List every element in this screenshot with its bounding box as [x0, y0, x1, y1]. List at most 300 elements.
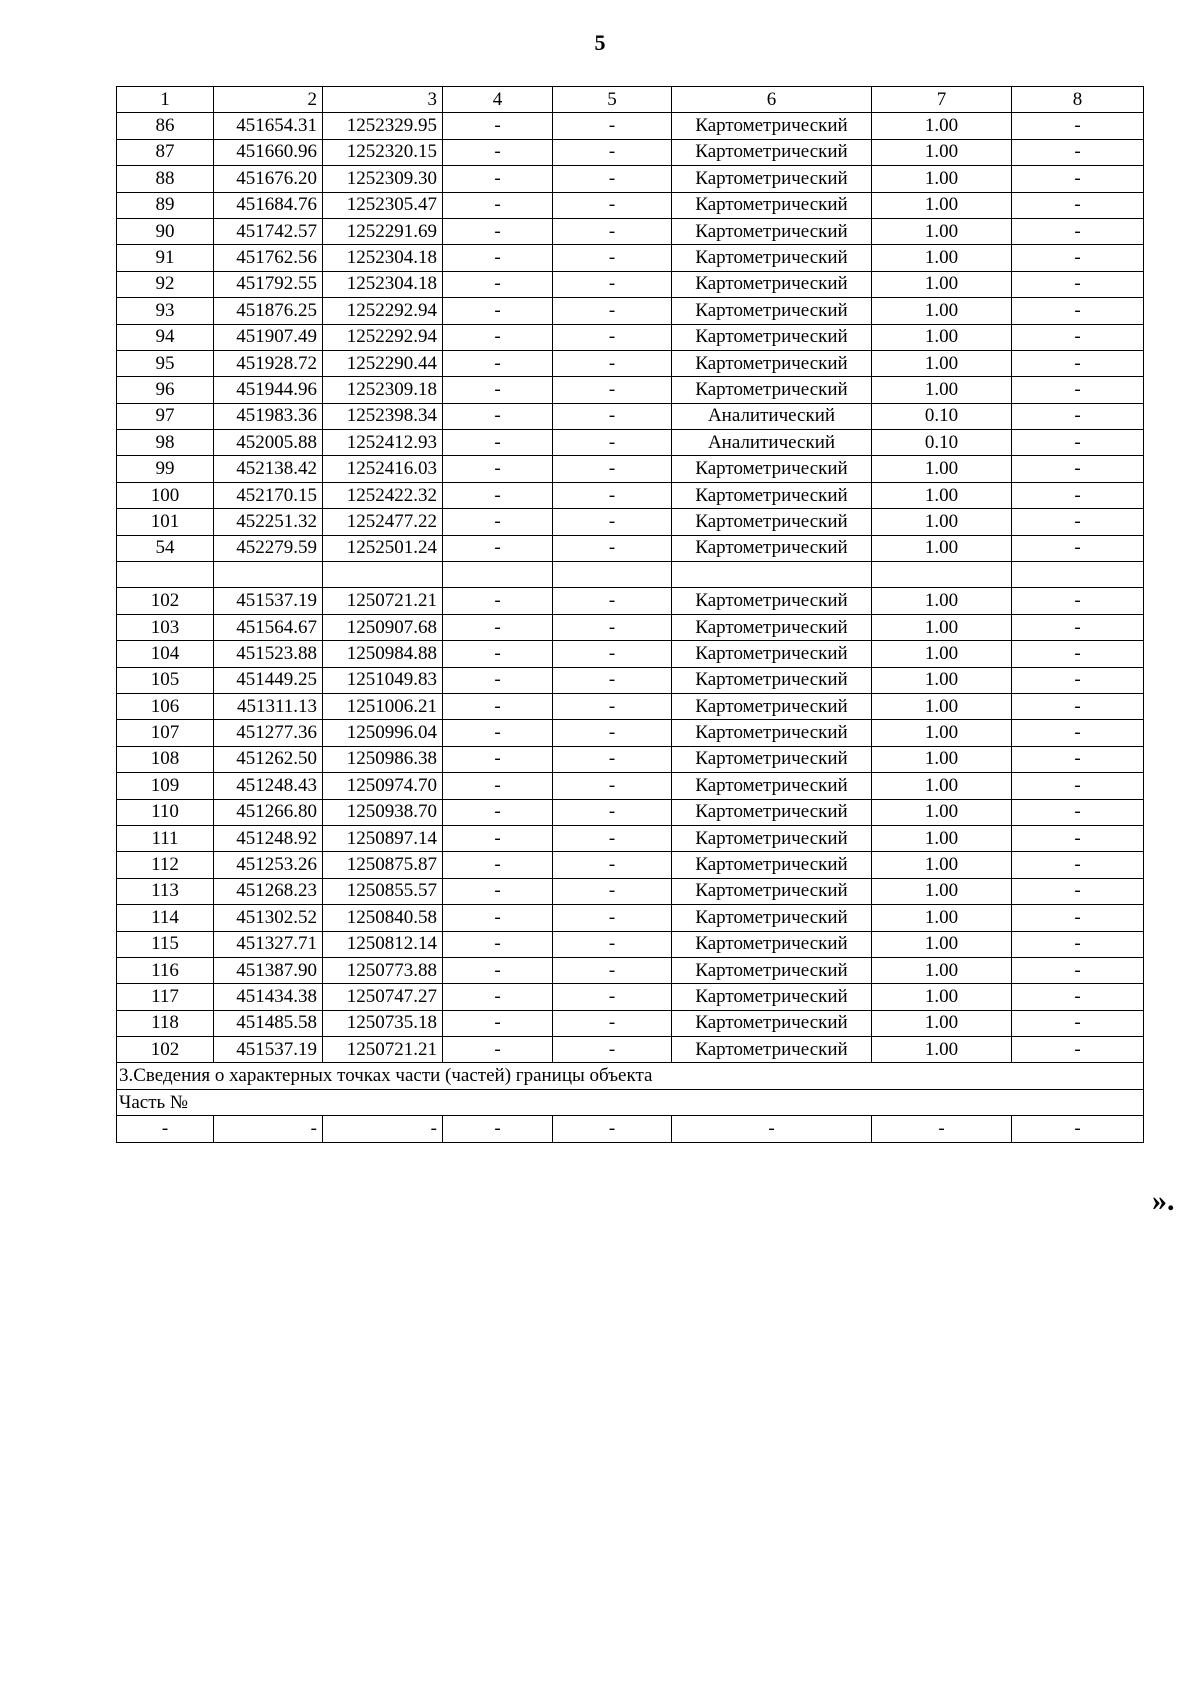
- table-cell-col8: -: [1012, 535, 1144, 561]
- table-cell-col7: 1.00: [872, 667, 1012, 693]
- table-cell-col8: -: [1012, 588, 1144, 614]
- table-cell-col7: 1.00: [872, 218, 1012, 244]
- table-cell-col7: 1.00: [872, 720, 1012, 746]
- table-cell-col2: 451268.23: [214, 878, 323, 904]
- table-cell-col6: Картометрический: [672, 588, 872, 614]
- table-cell-col5: -: [553, 271, 672, 297]
- table-cell-col3: 1250974.70: [323, 773, 443, 799]
- table-cell-col2: 451876.25: [214, 298, 323, 324]
- table-cell-col7: 1.00: [872, 905, 1012, 931]
- table-cell-col1: 102: [117, 1037, 214, 1063]
- table-cell-col4: -: [443, 825, 553, 851]
- table-cell-col8: -: [1012, 905, 1144, 931]
- table-row: [117, 588, 1144, 614]
- boundary-points-table: [116, 86, 1144, 1143]
- table-cell-col6: Картометрический: [672, 271, 872, 297]
- table-cell-col5: -: [553, 245, 672, 271]
- table-cell-col6: Картометрический: [672, 324, 872, 350]
- table-cell-col2: 451537.19: [214, 1037, 323, 1063]
- table-cell-col3: 1250840.58: [323, 905, 443, 931]
- table-cell-col7: 1.00: [872, 1037, 1012, 1063]
- table-cell-col2: -: [214, 1116, 323, 1142]
- table-cell-col4: -: [443, 377, 553, 403]
- table-cell-col4: -: [443, 403, 553, 429]
- table-cell-col3: 1251006.21: [323, 693, 443, 719]
- table-cell-col2: 451523.88: [214, 641, 323, 667]
- table-cell-col2: 451537.19: [214, 588, 323, 614]
- table-row: [117, 746, 1144, 772]
- table-cell-col5: -: [553, 403, 672, 429]
- table-cell-col4: -: [443, 931, 553, 957]
- table-cell-col8: -: [1012, 509, 1144, 535]
- table-cell-col3: 1252320.15: [323, 139, 443, 165]
- table-row: [117, 562, 1144, 588]
- table-cell-col8: [1012, 562, 1144, 588]
- table-cell-col6: Картометрический: [672, 509, 872, 535]
- table-cell-col3: 1250721.21: [323, 1037, 443, 1063]
- table-cell-col5: -: [553, 509, 672, 535]
- table-cell-col4: -: [443, 905, 553, 931]
- table-cell-col4: -: [443, 1116, 553, 1142]
- page-number: 5: [594, 30, 606, 55]
- table-cell-col6: Картометрический: [672, 1037, 872, 1063]
- table-cell-col4: -: [443, 588, 553, 614]
- table-cell-col5: -: [553, 1037, 672, 1063]
- table-cell-col7: 0.10: [872, 403, 1012, 429]
- table-cell-col5: -: [553, 166, 672, 192]
- table-cell-col8: -: [1012, 166, 1144, 192]
- table-cell-col6: Картометрический: [672, 113, 872, 139]
- table-row: [117, 1037, 1144, 1063]
- table-cell-col3: 1250812.14: [323, 931, 443, 957]
- table-cell-col7: 1.00: [872, 641, 1012, 667]
- table-cell-col8: -: [1012, 931, 1144, 957]
- table-cell-col4: -: [443, 957, 553, 983]
- table-row: [117, 139, 1144, 165]
- table-cell-col1: 91: [117, 245, 214, 271]
- table-cell-col5: -: [553, 852, 672, 878]
- table-row: [117, 218, 1144, 244]
- table-cell-col7: 1.00: [872, 377, 1012, 403]
- table-cell-col3: 1250773.88: [323, 957, 443, 983]
- table-cell-col6: Аналитический: [672, 403, 872, 429]
- table-cell-col1: 92: [117, 271, 214, 297]
- table-cell-col3: 1252304.18: [323, 245, 443, 271]
- table-cell-col8: -: [1012, 799, 1144, 825]
- table-cell-col6: Картометрический: [672, 799, 872, 825]
- table-cell-col4: -: [443, 878, 553, 904]
- table-cell-col1: -: [117, 1116, 214, 1142]
- table-cell-col4: -: [443, 218, 553, 244]
- table-cell-col5: -: [553, 878, 672, 904]
- table-cell-col6: Картометрический: [672, 825, 872, 851]
- table-cell-col1: 1: [117, 87, 214, 113]
- table-cell-col3: -: [323, 1116, 443, 1142]
- table-row: [117, 271, 1144, 297]
- table-cell-col2: 451262.50: [214, 746, 323, 772]
- table-cell-col5: -: [553, 535, 672, 561]
- table-cell-col7: 1.00: [872, 693, 1012, 719]
- table-cell-col1: 111: [117, 825, 214, 851]
- table-cell-col7: 1.00: [872, 825, 1012, 851]
- table-cell-col5: -: [553, 957, 672, 983]
- table-cell-col3: [323, 562, 443, 588]
- table-cell-col8: -: [1012, 878, 1144, 904]
- table-cell-col2: 451944.96: [214, 377, 323, 403]
- table-cell-col8: -: [1012, 245, 1144, 271]
- table-cell-col2: 451248.43: [214, 773, 323, 799]
- table-cell-col1: 87: [117, 139, 214, 165]
- table-header-row: [117, 87, 1144, 113]
- table-cell-col8: -: [1012, 641, 1144, 667]
- table-cell-col1: 89: [117, 192, 214, 218]
- table-cell-col6: Картометрический: [672, 350, 872, 376]
- table-cell-col8: -: [1012, 324, 1144, 350]
- table-cell-col7: 1.00: [872, 878, 1012, 904]
- table-cell-col4: -: [443, 799, 553, 825]
- table-cell-col8: -: [1012, 403, 1144, 429]
- table-cell-col5: -: [553, 746, 672, 772]
- table-row: [117, 1010, 1144, 1036]
- table-cell-col5: -: [553, 218, 672, 244]
- table-cell-col6: Картометрический: [672, 218, 872, 244]
- table-cell-col4: -: [443, 324, 553, 350]
- table-cell-col6: 6: [672, 87, 872, 113]
- table-cell-col7: 1.00: [872, 245, 1012, 271]
- table-cell-col6: Картометрический: [672, 773, 872, 799]
- table-cell-col7: 1.00: [872, 456, 1012, 482]
- table-cell-col6: Картометрический: [672, 482, 872, 508]
- table-cell-col1: 104: [117, 641, 214, 667]
- table-row: [117, 957, 1144, 983]
- table-cell-col5: -: [553, 456, 672, 482]
- table-cell-col1: 112: [117, 852, 214, 878]
- table-cell-col4: -: [443, 641, 553, 667]
- table-cell-col1: 98: [117, 430, 214, 456]
- table-cell-col4: 4: [443, 87, 553, 113]
- table-cell-col3: 1252477.22: [323, 509, 443, 535]
- table-cell-col8: 8: [1012, 87, 1144, 113]
- table-cell-col1: 110: [117, 799, 214, 825]
- table-cell-col8: -: [1012, 139, 1144, 165]
- table-cell-col2: 451676.20: [214, 166, 323, 192]
- table-row: [117, 482, 1144, 508]
- table-cell-col3: 1252290.44: [323, 350, 443, 376]
- table-row: [117, 192, 1144, 218]
- table-cell-col6: Картометрический: [672, 852, 872, 878]
- table-cell-col8: -: [1012, 720, 1144, 746]
- table-cell-col3: 1252304.18: [323, 271, 443, 297]
- table-row: [117, 535, 1144, 561]
- table-cell-col3: 1252292.94: [323, 324, 443, 350]
- table-cell-col3: 1252501.24: [323, 535, 443, 561]
- table-cell-col3: 1252291.69: [323, 218, 443, 244]
- table-cell-col8: -: [1012, 218, 1144, 244]
- table-cell-col2: 451983.36: [214, 403, 323, 429]
- table-cell-col4: -: [443, 667, 553, 693]
- table-cell-col3: 1250938.70: [323, 799, 443, 825]
- table-row: [117, 245, 1144, 271]
- table-cell-col4: -: [443, 456, 553, 482]
- table-cell-col7: 1.00: [872, 852, 1012, 878]
- table-cell-col2: 451449.25: [214, 667, 323, 693]
- table-cell-col2: 452279.59: [214, 535, 323, 561]
- table-cell-col5: -: [553, 482, 672, 508]
- table-cell-col5: -: [553, 614, 672, 640]
- table-cell-col8: -: [1012, 456, 1144, 482]
- table-cell-col6: Картометрический: [672, 905, 872, 931]
- table-cell-col7: 1.00: [872, 799, 1012, 825]
- table-cell-col1: 54: [117, 535, 214, 561]
- table-cell-col5: -: [553, 693, 672, 719]
- table-cell-col8: -: [1012, 271, 1144, 297]
- table-cell-col2: 451248.92: [214, 825, 323, 851]
- table-cell-col3: 1250984.88: [323, 641, 443, 667]
- table-cell-col2: 451434.38: [214, 984, 323, 1010]
- table-row: [117, 403, 1144, 429]
- table-cell-col5: 5: [553, 87, 672, 113]
- table-cell-col8: -: [1012, 852, 1144, 878]
- table-cell-col3: 1252292.94: [323, 298, 443, 324]
- table-cell-col6: [672, 562, 872, 588]
- table-cell-col6: Картометрический: [672, 957, 872, 983]
- table-cell-col1: 109: [117, 773, 214, 799]
- table-cell-col3: 1250986.38: [323, 746, 443, 772]
- table-cell-col3: 1252305.47: [323, 192, 443, 218]
- table-cell-col4: -: [443, 773, 553, 799]
- table-cell-col1: 108: [117, 746, 214, 772]
- table-cell-col1: 93: [117, 298, 214, 324]
- table-cell-col7: 7: [872, 87, 1012, 113]
- table-cell-col1: 107: [117, 720, 214, 746]
- table-cell-col7: 1.00: [872, 1010, 1012, 1036]
- table-cell-col4: -: [443, 430, 553, 456]
- table-cell-col8: -: [1012, 1116, 1144, 1142]
- table-cell-col7: 0.10: [872, 430, 1012, 456]
- table-row: [117, 350, 1144, 376]
- table-cell-col2: 451327.71: [214, 931, 323, 957]
- table-cell-col7: -: [872, 1116, 1012, 1142]
- table-cell-col1: 96: [117, 377, 214, 403]
- table-cell-col7: 1.00: [872, 324, 1012, 350]
- table-cell-col4: -: [443, 984, 553, 1010]
- table-cell-col3: 1251049.83: [323, 667, 443, 693]
- table-cell-col1: 102: [117, 588, 214, 614]
- table-cell-col2: 451660.96: [214, 139, 323, 165]
- table-cell-col2: 451277.36: [214, 720, 323, 746]
- table-row: [117, 905, 1144, 931]
- table-cell-col6: -: [672, 1116, 872, 1142]
- table-cell-col3: 1250897.14: [323, 825, 443, 851]
- part-data-row: [117, 1116, 1144, 1142]
- table-cell-col2: 451253.26: [214, 852, 323, 878]
- table-cell-col2: 451792.55: [214, 271, 323, 297]
- table-cell-col4: -: [443, 509, 553, 535]
- table-cell-col2: 451654.31: [214, 113, 323, 139]
- table-cell-col8: -: [1012, 667, 1144, 693]
- part-label-row: [117, 1089, 1144, 1115]
- table-cell-col7: 1.00: [872, 298, 1012, 324]
- table-cell-col7: 1.00: [872, 984, 1012, 1010]
- table-cell-col8: -: [1012, 825, 1144, 851]
- table-cell-col2: 451564.67: [214, 614, 323, 640]
- table-cell-col8: -: [1012, 773, 1144, 799]
- table-cell-col2: 2: [214, 87, 323, 113]
- table-cell-col8: -: [1012, 693, 1144, 719]
- table-row: [117, 773, 1144, 799]
- table-cell-col2: 451387.90: [214, 957, 323, 983]
- table-cell-col5: -: [553, 667, 672, 693]
- table-cell-col1: 115: [117, 931, 214, 957]
- table-cell-col8: -: [1012, 482, 1144, 508]
- table-cell-col6: Картометрический: [672, 667, 872, 693]
- table-cell-col8: -: [1012, 1010, 1144, 1036]
- table-cell-col6: Картометрический: [672, 535, 872, 561]
- table-cell-col4: -: [443, 298, 553, 324]
- table-cell-col8: -: [1012, 298, 1144, 324]
- table-cell-col2: 451762.56: [214, 245, 323, 271]
- table-cell-col7: [872, 562, 1012, 588]
- table-cell-col4: -: [443, 693, 553, 719]
- table-cell-col6: Картометрический: [672, 720, 872, 746]
- table-cell-col1: 118: [117, 1010, 214, 1036]
- table-row: [117, 984, 1144, 1010]
- table-cell-col4: -: [443, 614, 553, 640]
- table-cell-col3: 1250747.27: [323, 984, 443, 1010]
- table-cell-col3: 1252422.32: [323, 482, 443, 508]
- table-cell-col2: [214, 562, 323, 588]
- table-cell-col2: 451302.52: [214, 905, 323, 931]
- table-row: [117, 377, 1144, 403]
- table-cell-col5: -: [553, 324, 672, 350]
- table-cell-col6: Картометрический: [672, 614, 872, 640]
- table-cell-col3: 1250875.87: [323, 852, 443, 878]
- table-cell-col6: Картометрический: [672, 298, 872, 324]
- table-cell-col5: -: [553, 984, 672, 1010]
- closing-quote: ».: [1152, 1184, 1175, 1217]
- table-row: [117, 324, 1144, 350]
- table-cell-col5: -: [553, 588, 672, 614]
- table-cell-col3: 1250721.21: [323, 588, 443, 614]
- table-row: [117, 430, 1144, 456]
- table-cell-col2: 452138.42: [214, 456, 323, 482]
- table-cell-col5: -: [553, 1010, 672, 1036]
- table-cell-col7: 1.00: [872, 773, 1012, 799]
- table-cell-col4: -: [443, 166, 553, 192]
- table-cell-col7: 1.00: [872, 350, 1012, 376]
- table-row: [117, 825, 1144, 851]
- table-row: [117, 166, 1144, 192]
- table-cell-col4: -: [443, 482, 553, 508]
- table-cell-col7: 1.00: [872, 166, 1012, 192]
- table-cell-col6: Картометрический: [672, 139, 872, 165]
- table-cell-col6: Картометрический: [672, 192, 872, 218]
- table-cell-col5: -: [553, 139, 672, 165]
- table-row: [117, 931, 1144, 957]
- table-cell-col3: 1252329.95: [323, 113, 443, 139]
- table-cell-col8: -: [1012, 957, 1144, 983]
- table-cell-col4: -: [443, 720, 553, 746]
- table-cell-col3: 1252309.18: [323, 377, 443, 403]
- table-cell-col1: 95: [117, 350, 214, 376]
- table-cell-col2: 451742.57: [214, 218, 323, 244]
- table-cell-col7: 1.00: [872, 509, 1012, 535]
- table-cell-col2: 452251.32: [214, 509, 323, 535]
- table-cell-col6: Картометрический: [672, 377, 872, 403]
- table-cell-col8: -: [1012, 1037, 1144, 1063]
- table-cell-col5: -: [553, 350, 672, 376]
- table-cell-col7: 1.00: [872, 588, 1012, 614]
- table-row: [117, 878, 1144, 904]
- table-cell-col5: [553, 562, 672, 588]
- table-row: [117, 113, 1144, 139]
- table-cell-col1: 101: [117, 509, 214, 535]
- section-title-row-cell: 3.Сведения о характерных точках части (частей) границы объекта: [117, 1063, 1144, 1089]
- table-cell-col5: -: [553, 720, 672, 746]
- table-cell-col1: 94: [117, 324, 214, 350]
- table-cell-col2: 451485.58: [214, 1010, 323, 1036]
- table-cell-col1: 117: [117, 984, 214, 1010]
- table-cell-col6: Картометрический: [672, 878, 872, 904]
- table-cell-col5: -: [553, 298, 672, 324]
- table-cell-col5: -: [553, 931, 672, 957]
- table-cell-col5: -: [553, 905, 672, 931]
- table-cell-col5: -: [553, 1116, 672, 1142]
- table-cell-col1: 105: [117, 667, 214, 693]
- table-body: [117, 87, 1144, 1143]
- table-cell-col6: Картометрический: [672, 456, 872, 482]
- table-cell-col5: -: [553, 641, 672, 667]
- table-cell-col2: 451266.80: [214, 799, 323, 825]
- table-cell-col2: 452005.88: [214, 430, 323, 456]
- table-cell-col7: 1.00: [872, 271, 1012, 297]
- table-cell-col8: -: [1012, 614, 1144, 640]
- table-cell-col8: -: [1012, 192, 1144, 218]
- table-cell-col2: 451928.72: [214, 350, 323, 376]
- table-cell-col4: -: [443, 1010, 553, 1036]
- table-cell-col5: -: [553, 377, 672, 403]
- table-cell-col7: 1.00: [872, 113, 1012, 139]
- table-cell-col3: 3: [323, 87, 443, 113]
- table-cell-col3: 1252398.34: [323, 403, 443, 429]
- table-cell-col1: 106: [117, 693, 214, 719]
- table-cell-col4: -: [443, 746, 553, 772]
- table-row: [117, 641, 1144, 667]
- table-cell-col1: 97: [117, 403, 214, 429]
- table-row: [117, 720, 1144, 746]
- section-title-row: [117, 1063, 1144, 1089]
- table-cell-col5: -: [553, 799, 672, 825]
- table-cell-col5: -: [553, 825, 672, 851]
- table-cell-col2: 451684.76: [214, 192, 323, 218]
- table-cell-col1: 114: [117, 905, 214, 931]
- table-cell-col7: 1.00: [872, 931, 1012, 957]
- table-row: [117, 509, 1144, 535]
- table-cell-col1: 116: [117, 957, 214, 983]
- table-cell-col4: -: [443, 139, 553, 165]
- table-cell-col3: 1250907.68: [323, 614, 443, 640]
- table-cell-col4: -: [443, 535, 553, 561]
- table-cell-col8: -: [1012, 746, 1144, 772]
- table-cell-col6: Аналитический: [672, 430, 872, 456]
- table-cell-col4: -: [443, 350, 553, 376]
- table-cell-col8: -: [1012, 430, 1144, 456]
- table-cell-col4: -: [443, 271, 553, 297]
- table-cell-col5: -: [553, 192, 672, 218]
- table-cell-col4: -: [443, 1037, 553, 1063]
- table-cell-col4: -: [443, 852, 553, 878]
- table-cell-col7: 1.00: [872, 614, 1012, 640]
